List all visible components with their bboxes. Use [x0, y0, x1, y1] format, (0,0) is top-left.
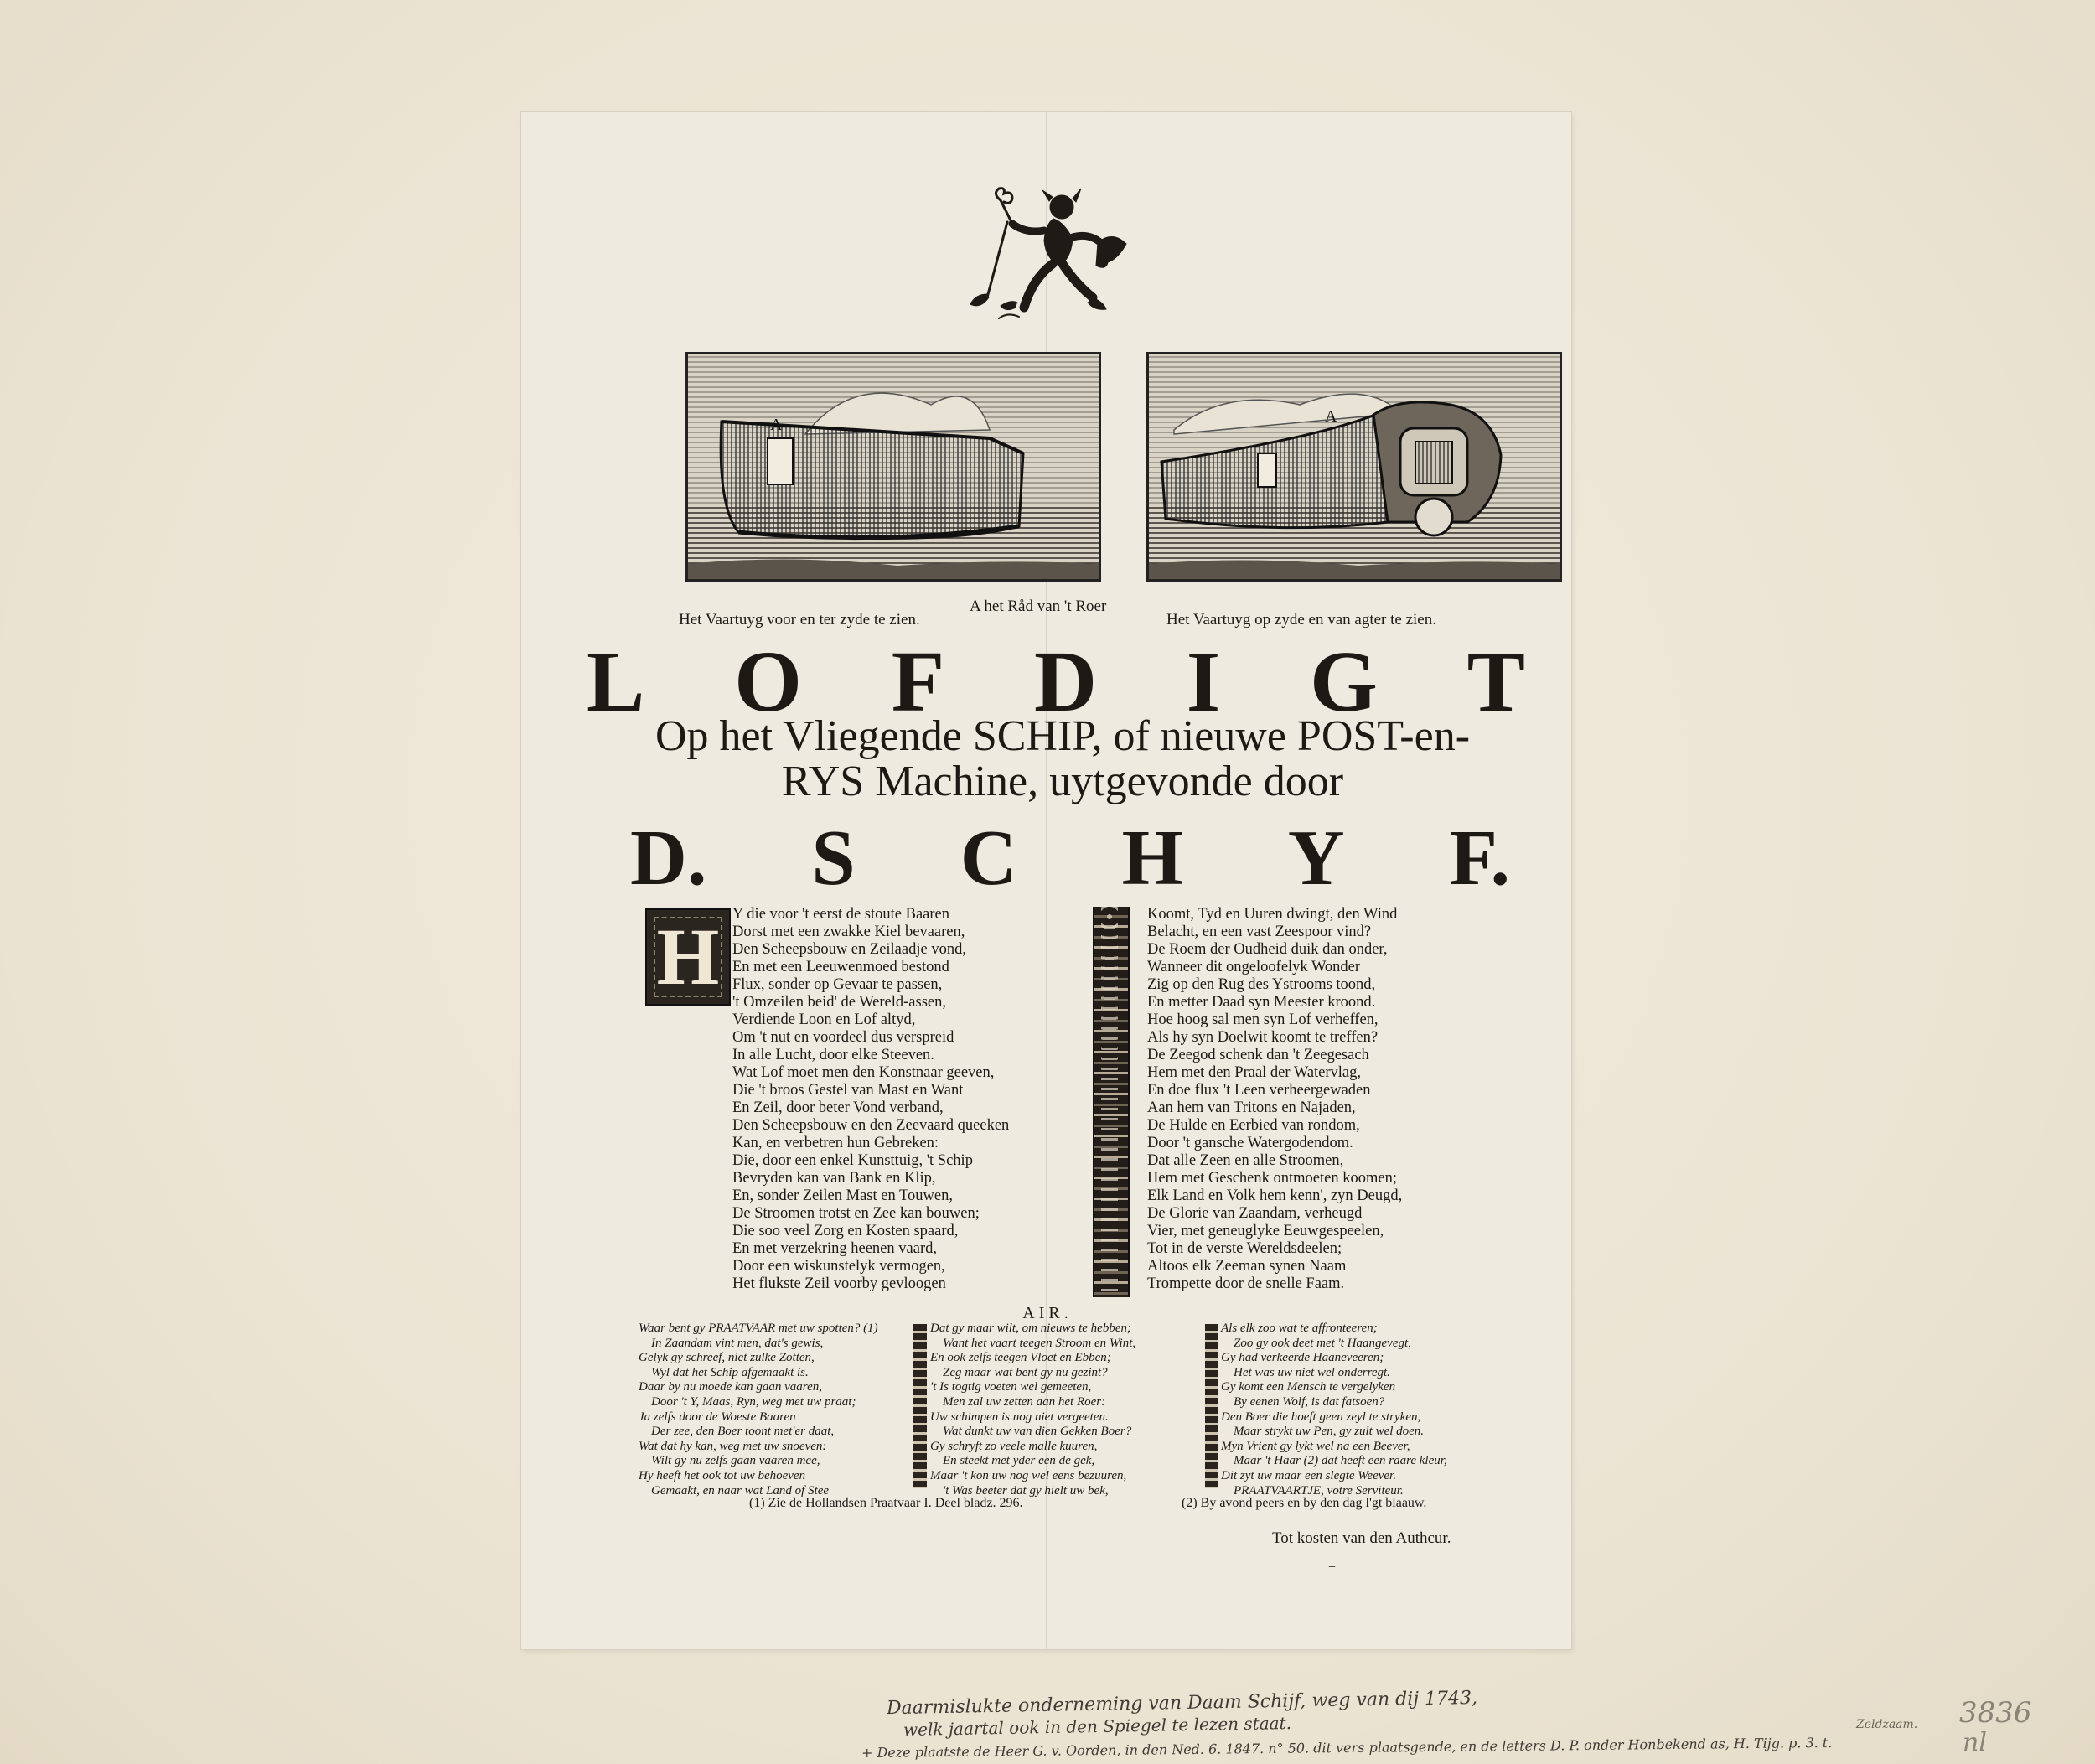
air-line: By eenen Wolf, is dat fatsoen? [1221, 1394, 1385, 1409]
poem-line: Y die voor 't eerst de stoute Baaren [732, 906, 949, 923]
publisher-line: Tot kosten van den Authcur. [1272, 1529, 1451, 1547]
poem-line: Hoe hoog sal men syn Lof verheffen, [1147, 1011, 1379, 1028]
handwritten-margin-note: Zeldzaam. [1856, 1718, 1918, 1731]
author-letter: F. [1449, 815, 1510, 902]
subtitle [618, 714, 1507, 804]
poem-line: Wanneer dit ongeloofelyk Wonder [1147, 959, 1361, 975]
handwritten-note-line-1: Daarmislukte onderneming van Daam Schijf, weg van dij 1743, [886, 1687, 1478, 1720]
ornamental-initial-column [1093, 907, 1130, 1297]
handwritten-scribble: nl [1963, 1728, 1987, 1757]
air-line: Wilt gy nu zelfs gaan vaaren mee, [639, 1454, 820, 1468]
subtitle-line-2: RYS Machine, uytgevonde door [781, 758, 1344, 805]
poem-left-column [732, 906, 1009, 1293]
air-line: Dit zyt uw maar een slegte Weever. [1221, 1468, 1396, 1482]
poem-line: En met verzekring heenen vaard, [732, 1240, 937, 1257]
poem-line: De Roem der Oudheid duik dan onder, [1147, 941, 1388, 958]
poem-line: Die, door een enkel Kunsttuig, 't Schip [732, 1152, 973, 1169]
poem-line: Vier, met geneuglyke Eeuwgespeelen, [1147, 1223, 1384, 1239]
air-line: Door 't Y, Maas, Ryn, weg met uw praat; [639, 1394, 856, 1409]
air-line: Gy komt een Mensch te vergelyken [1221, 1380, 1396, 1394]
air-line: En ook zelfs teegen Vloet en Ebben; [930, 1351, 1111, 1365]
air-ornament-1 [913, 1324, 927, 1488]
poem-line: Kan, en verbetren hun Gebreken: [732, 1135, 939, 1151]
air-line: Gy had verkeerde Haaneveeren; [1221, 1351, 1384, 1365]
footnote-1: (1) Zie de Hollandsen Praatvaar I. Deel bladz. 296. [749, 1496, 1023, 1510]
air-line: Zoo gy ook deet met 't Haangevegt, [1221, 1336, 1411, 1350]
poem-line: Hem met Geschenk ontmoeten koomen; [1147, 1170, 1397, 1187]
air-line: Men zal uw zetten aan het Roer: [930, 1394, 1106, 1409]
air-line: Hy heeft het ook tot uw behoeven [639, 1468, 806, 1482]
air-line: Den Boer die hoeft geen zeyl te stryken, [1221, 1410, 1421, 1424]
poem-line: 't Omzeilen beid' de Wereld-assen, [732, 994, 947, 1011]
air-column-1 [639, 1322, 878, 1498]
air-line: En steekt met yder een de gek, [930, 1454, 1095, 1468]
air-line: Zeg maar wat bent gy nu gezint? [930, 1365, 1108, 1379]
poem-line: Den Scheepsbouw en den Zeevaard queeken [732, 1117, 1010, 1134]
poem-line: Elk Land en Volk hem kenn', zyn Deugd, [1147, 1187, 1403, 1204]
title-letter: I [1186, 634, 1221, 730]
ship-right-label: A [1325, 407, 1337, 426]
air-line: Gy schryft zo veele malle kuuren, [930, 1439, 1098, 1453]
air-line: Gelyk gy schreef, niet zulke Zotten, [639, 1351, 815, 1365]
poem-line: Altoos elk Zeeman synen Naam [1147, 1258, 1347, 1275]
poem-line: Aan hem van Tritons en Najaden, [1147, 1099, 1356, 1116]
air-line: Uw schimpen is nog niet vergeeten. [930, 1410, 1109, 1424]
handwritten-note-line-2: welk jaartal ook in den Spiegel te lezen staat. [903, 1712, 1292, 1741]
drop-cap-letter: H [656, 912, 720, 1001]
air-line: Daar by nu moede kan gaan vaaren, [639, 1380, 822, 1394]
air-line: Der zee, den Boer toont met'er daat, [639, 1425, 835, 1439]
air-column-3 [1221, 1322, 1447, 1498]
title-letter: D [1033, 634, 1098, 730]
author-letter: C [960, 815, 1017, 902]
air-line: Dat gy maar wilt, om nieuws te hebben; [930, 1322, 1131, 1335]
poem-line: En metter Daad syn Meester kroond. [1147, 994, 1376, 1011]
poem-line: Trompette door de snelle Faam. [1147, 1275, 1345, 1292]
air-line: Maar 't Haar (2) dat heeft een raare kleur, [1221, 1454, 1447, 1468]
poem-line: En Zeil, door beter Vond verband, [732, 1099, 944, 1116]
poem-line: En, sonder Zeilen Mast en Touwen, [732, 1187, 953, 1204]
poem-line: De Zeegod schenk dan 't Zeegesach [1147, 1047, 1369, 1063]
cross-mark: + [1328, 1560, 1337, 1575]
author-letter: D. [630, 815, 707, 902]
subtitle-line-1: Op het Vliegende SCHIP, of nieuwe POST-en- [654, 712, 1471, 760]
author-letter: Y [1287, 815, 1345, 902]
air-line: Maar 't kon uw nog wel eens bezuuren, [930, 1468, 1127, 1482]
poem-line: Tot in de verste Wereldsdeelen; [1147, 1240, 1342, 1257]
author-letter: S [811, 815, 856, 902]
title-letter: O [734, 634, 802, 730]
poem-line: De Stroomen trotst en Zee kan bouwen; [732, 1205, 980, 1222]
air-line: Wyl dat het Schip afgemaakt is. [639, 1365, 809, 1379]
footnote-2: (2) By avond peers en by den dag l'gt blaauw. [1182, 1496, 1427, 1510]
poem-line: Flux, sonder op Gevaar te passen, [732, 976, 943, 993]
ship-left-label: A [770, 416, 783, 434]
poem-line: De Glorie van Zaandam, verheugd [1147, 1205, 1363, 1222]
poem-line: Den Scheepsbouw en Zeilaadje vond, [732, 941, 966, 958]
mercury-figure-icon [965, 172, 1141, 339]
caption-left: Het Vaartuyg voor en ter zyde te zien. [679, 611, 920, 629]
air-line: In Zaandam vint men, dat's gewis, [639, 1336, 824, 1350]
poem-line: In alle Lucht, door elke Steeven. [732, 1047, 934, 1063]
air-line: PRAATVAARTJE, votre Serviteur. [1221, 1483, 1404, 1498]
air-line: Myn Vrient gy lykt wel na een Beever, [1221, 1439, 1410, 1453]
poem-line: Als hy syn Doelwit koomt te treffen? [1147, 1029, 1379, 1046]
poem-line: Om 't nut en voordeel dus verspreid [732, 1029, 954, 1046]
air-ornament-2 [1205, 1324, 1218, 1488]
poem-line: Die 't broos Gestel van Mast en Want [732, 1082, 964, 1099]
caption-right: Het Vaartuyg op zyde en van agter te zien. [1166, 611, 1436, 629]
air-line: Als elk zoo wat te affronteeren; [1221, 1322, 1378, 1335]
air-line: Want het vaart teegen Stroom en Wint, [930, 1336, 1136, 1350]
poem-line: Wat Lof moet men den Konstnaar geeven, [732, 1064, 995, 1081]
ship-front-woodcut [685, 352, 1101, 582]
air-line: Gemaakt, en naar wat Land of Stee [639, 1483, 830, 1498]
air-line: Wat dat hy kan, weg met uw snoeven: [639, 1439, 827, 1453]
air-line: Het was uw niet wel onderregt. [1221, 1365, 1390, 1379]
handwritten-note-line-3: + Deze plaatste de Heer G. v. Oorden, in den Ned. 6. 1847. n° 50. dit vers plaatsgende, en de letters D. P. onder Honbekend as, H. Tijg. p. 3. t. [861, 1734, 1833, 1761]
ship-side-woodcut [1146, 352, 1562, 582]
poem-line: Dorst met een zwakke Kiel bevaaren, [732, 923, 965, 940]
author-letter: H [1121, 815, 1183, 902]
inventory-number: 3836 [1959, 1696, 2032, 1730]
title-author [630, 815, 1510, 902]
air-heading: AIR. [1022, 1304, 1073, 1322]
poem-line: Dat alle Zeen en alle Stroomen, [1147, 1152, 1344, 1169]
caption-middle: A het Råd van 't Roer [970, 597, 1107, 615]
title-letter: G [1310, 634, 1378, 730]
title-letter: T [1466, 634, 1525, 730]
poem-line: Bevryden kan van Bank en Klip, [732, 1170, 936, 1187]
poem-line: Door een wiskunstelyk vermogen, [732, 1258, 945, 1275]
air-line: Waar bent gy PRAATVAAR met uw spotten? (1) [639, 1322, 878, 1335]
poem-line: Koomt, Tyd en Uuren dwingt, den Wind [1147, 906, 1398, 923]
air-line: Wat dunkt uw van dien Gekken Boer? [930, 1425, 1132, 1439]
poem-line: Zig op den Rug des Ystrooms toond, [1147, 976, 1376, 993]
air-line: Ja zelfs door de Woeste Baaren [639, 1410, 796, 1424]
drop-cap [645, 908, 731, 1006]
poem-line: Die soo veel Zorg en Kosten spaard, [732, 1223, 959, 1239]
poem-line: En doe flux 't Leen verheergewaden [1147, 1082, 1371, 1099]
air-column-2 [930, 1322, 1135, 1498]
title-letter: L [587, 634, 645, 730]
poem-line: Door 't gansche Watergodendom. [1147, 1135, 1353, 1151]
air-line: 't Is togtig voeten wel gemeeten, [930, 1380, 1092, 1394]
title-letter: F [891, 634, 945, 730]
air-line: 't Was beeter dat gy hielt uw bek, [930, 1483, 1109, 1498]
poem-line: De Hulde en Eerbied van rondom, [1147, 1117, 1360, 1134]
air-line: Maar strykt uw Pen, gy zult wel doen. [1221, 1425, 1425, 1439]
poem-line: En met een Leeuwenmoed bestond [732, 959, 949, 975]
poem-line: Het flukste Zeil voorby gevloogen [732, 1275, 946, 1292]
poem-line: Hem met den Praal der Watervlag, [1147, 1064, 1362, 1081]
poem-line: Verdiende Loon en Lof altyd, [732, 1011, 916, 1028]
poem-right-column [1147, 906, 1402, 1293]
poem-line: Belacht, en een vast Zeespoor vind? [1147, 923, 1372, 940]
